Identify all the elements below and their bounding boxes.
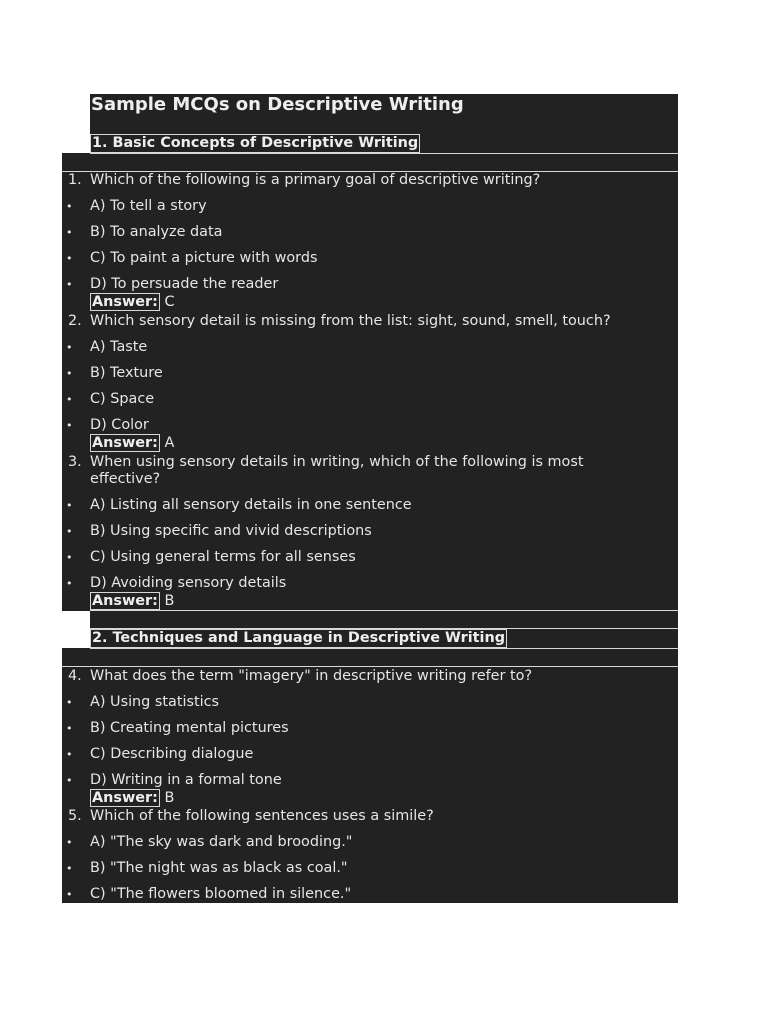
- option: A) Taste: [90, 339, 148, 355]
- answer-line: [90, 294, 175, 311]
- option: A) "The sky was dark and brooding.": [90, 834, 353, 850]
- bullet: •: [66, 200, 73, 213]
- question-text: Which of the following sentences uses a simile?: [90, 808, 434, 824]
- answer-label: Answer:: [92, 435, 158, 451]
- answer-value: B: [164, 593, 175, 609]
- bullet: •: [66, 499, 73, 512]
- option: D) To persuade the reader: [90, 276, 279, 292]
- answer-label: Answer:: [92, 593, 158, 609]
- bullet: •: [66, 722, 73, 735]
- answer-value: A: [164, 435, 175, 451]
- option: B) "The night was as black as coal.": [90, 860, 348, 876]
- bullet: •: [66, 341, 73, 354]
- option: D) Color: [90, 417, 149, 433]
- bullet: •: [66, 696, 73, 709]
- bullet: •: [66, 551, 73, 564]
- option: B) Texture: [90, 365, 163, 381]
- divider: [90, 610, 678, 611]
- option: C) Space: [90, 391, 155, 407]
- question-text: What does the term "imagery" in descriptive writing refer to?: [90, 668, 533, 684]
- answer-line: [90, 790, 174, 807]
- option: B) Using specific and vivid descriptions: [90, 523, 372, 539]
- bullet: •: [66, 862, 73, 875]
- bullet: •: [66, 278, 73, 291]
- bullet: •: [66, 226, 73, 239]
- divider: [90, 153, 678, 154]
- question-number: 5.: [68, 808, 82, 824]
- bullet: •: [66, 836, 73, 849]
- question-number: 3.: [68, 454, 82, 470]
- option: A) Using statistics: [90, 694, 220, 710]
- option: B) To analyze data: [90, 224, 223, 240]
- bullet: •: [66, 367, 73, 380]
- question-number: 4.: [68, 668, 82, 684]
- bullet: •: [66, 393, 73, 406]
- question-text: Which of the following is a primary goal of descriptive writing?: [90, 172, 541, 188]
- answer-label: Answer:: [92, 790, 158, 806]
- question-text: When using sensory details in writing, which of the following is most effective?: [90, 454, 584, 487]
- question-number: 1.: [68, 172, 82, 188]
- option: D) Writing in a formal tone: [90, 772, 282, 788]
- divider: [62, 666, 678, 667]
- bullet: •: [66, 419, 73, 432]
- option: C) Describing dialogue: [90, 746, 254, 762]
- bullet: •: [66, 252, 73, 265]
- bullet: •: [66, 525, 73, 538]
- option: A) To tell a story: [90, 198, 207, 214]
- answer-label: Answer:: [92, 294, 158, 310]
- answer-line: [90, 435, 174, 452]
- page-title: Sample MCQs on Descriptive Writing: [91, 94, 464, 115]
- bullet: •: [66, 774, 73, 787]
- question-number: 2.: [68, 313, 82, 329]
- option: A) Listing all sensory details in one sentence: [90, 497, 412, 513]
- section-1-list-bg: [62, 153, 678, 611]
- section-heading: 1. Basic Concepts of Descriptive Writing: [92, 135, 419, 151]
- answer-line: [90, 593, 174, 610]
- option: C) To paint a picture with words: [90, 250, 318, 266]
- bullet: •: [66, 577, 73, 590]
- option: C) Using general terms for all senses: [90, 549, 356, 565]
- bullet: •: [66, 888, 73, 901]
- bullet: •: [66, 748, 73, 761]
- divider: [90, 648, 678, 649]
- answer-value: B: [164, 790, 175, 806]
- answer-value: C: [164, 294, 175, 310]
- option: D) Avoiding sensory details: [90, 575, 287, 591]
- option: C) "The flowers bloomed in silence.": [90, 886, 352, 902]
- question-text: Which sensory detail is missing from the list: sight, sound, smell, touch?: [90, 313, 611, 329]
- section-heading: 2. Techniques and Language in Descriptive Writing: [92, 630, 505, 646]
- option: B) Creating mental pictures: [90, 720, 289, 736]
